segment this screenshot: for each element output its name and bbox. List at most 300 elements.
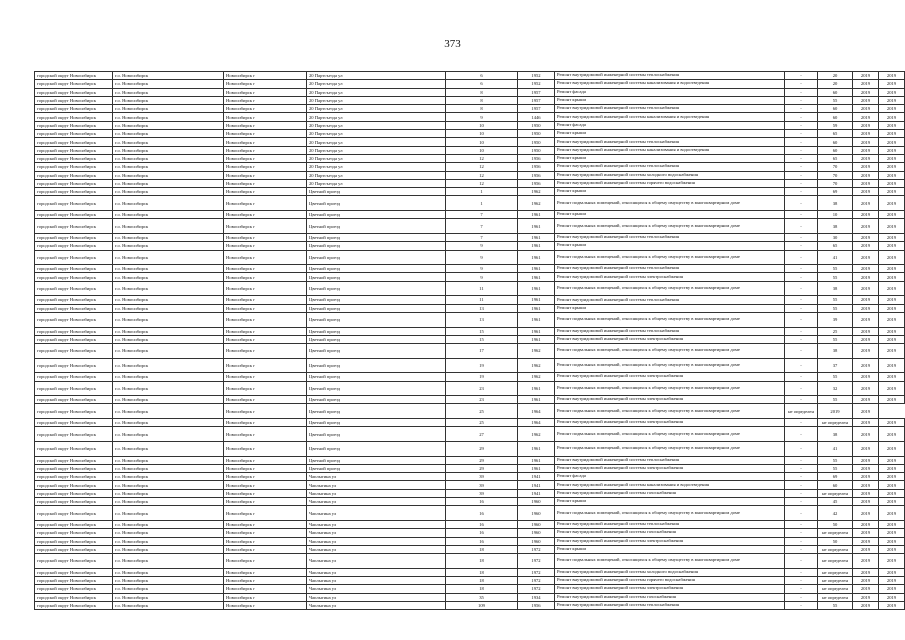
table-row [35, 498, 905, 506]
municipality-cell: городской округ Новосибирск [35, 554, 113, 569]
year-end-cell: 2019 [879, 113, 905, 121]
work-type-cell: Ремонт внутридомовой инженерной системы канализования и водоотведения [555, 146, 785, 154]
dash-cell: - [785, 419, 818, 427]
dash-cell: - [785, 138, 818, 146]
year-end-cell: 2019 [879, 358, 905, 373]
settlement-cell: г.о. Новосибирск [113, 72, 224, 80]
work-type-cell: Ремонт подвальных помещений, относящихся к общему имуществу в многоквартирном доме [555, 250, 785, 265]
year-start-cell: 2019 [853, 419, 879, 427]
year-end-cell: 2019 [879, 381, 905, 396]
build-year-cell: 1960 [518, 506, 555, 521]
city-cell: Новосибирск г [224, 464, 307, 472]
street-cell: Цветной проезд [307, 196, 446, 211]
value-cell: 59 [818, 121, 853, 129]
city-cell: Новосибирск г [224, 473, 307, 481]
work-type-cell: Ремонт внутридомовой инженерной системы электроснабжения [555, 464, 785, 472]
municipality-cell: городской округ Новосибирск [35, 211, 113, 219]
year-end-cell: 2019 [879, 96, 905, 104]
build-year-cell: 1961 [518, 304, 555, 312]
street-cell: 20 Партсъезда ул [307, 72, 446, 80]
street-cell: Цветной проезд [307, 188, 446, 196]
year-end-cell: 2019 [879, 344, 905, 359]
dash-cell: - [785, 304, 818, 312]
city-cell: Новосибирск г [224, 219, 307, 234]
year-start-cell: 2019 [853, 427, 879, 442]
settlement-cell: г.о. Новосибирск [113, 188, 224, 196]
build-year-cell: 1956 [518, 179, 555, 187]
street-cell: Чаплыгина ул [307, 593, 446, 601]
table-row [35, 265, 905, 273]
build-year-cell: 1964 [518, 419, 555, 427]
year-start-cell: 2019 [853, 481, 879, 489]
settlement-cell: г.о. Новосибирск [113, 265, 224, 273]
year-end-cell: 2019 [879, 577, 905, 585]
dash-cell: - [785, 171, 818, 179]
work-type-cell: Ремонт внутридомовой инженерной системы горячего водоснабжения [555, 179, 785, 187]
settlement-cell: г.о. Новосибирск [113, 373, 224, 381]
house-number-cell: 17 [446, 344, 518, 359]
value-cell: 60 [818, 88, 853, 96]
year-start-cell: 2019 [853, 344, 879, 359]
settlement-cell: г.о. Новосибирск [113, 179, 224, 187]
work-type-cell: Ремонт подвальных помещений, относящихся к общему имуществу в многоквартирном доме [555, 381, 785, 396]
dash-cell: - [785, 96, 818, 104]
house-number-cell: 39 [446, 473, 518, 481]
work-type-cell: Ремонт фасада [555, 88, 785, 96]
build-year-cell: 1956 [518, 163, 555, 171]
table-row [35, 196, 905, 211]
table-row [35, 473, 905, 481]
repair-schedule-table [34, 71, 905, 610]
table-row [35, 358, 905, 373]
municipality-cell: городской округ Новосибирск [35, 80, 113, 88]
table-row [35, 481, 905, 489]
build-year-cell: 1957 [518, 105, 555, 113]
street-cell: 20 Партсъезда ул [307, 88, 446, 96]
settlement-cell: г.о. Новосибирск [113, 537, 224, 545]
year-end-cell: 2019 [879, 441, 905, 456]
year-end-cell: 2019 [879, 335, 905, 343]
value-cell: 30 [818, 233, 853, 241]
year-end-cell: 2019 [879, 130, 905, 138]
dash-cell: - [785, 396, 818, 404]
street-cell: Цветной проезд [307, 441, 446, 456]
build-year-cell: 1972 [518, 554, 555, 569]
municipality-cell: городской округ Новосибирск [35, 171, 113, 179]
dash-cell: - [785, 154, 818, 162]
build-year-cell: 1961 [518, 242, 555, 250]
year-end-cell: 2019 [879, 537, 905, 545]
build-year-cell: 1957 [518, 96, 555, 104]
year-end-cell: 2019 [879, 304, 905, 312]
value-cell: 55 [818, 464, 853, 472]
table-row [35, 506, 905, 521]
work-type-cell: Ремонт крыши [555, 545, 785, 553]
work-type-cell: Ремонт внутридомовой инженерной системы электроснабжения [555, 373, 785, 381]
work-type-cell: Ремонт внутридомовой инженерной системы канализования и водоотведения [555, 80, 785, 88]
build-year-cell: 1961 [518, 456, 555, 464]
table-row [35, 211, 905, 219]
table-row [35, 441, 905, 456]
city-cell: Новосибирск г [224, 211, 307, 219]
year-start-cell: 2019 [853, 105, 879, 113]
house-number-cell: 18 [446, 577, 518, 585]
build-year-cell: 1961 [518, 211, 555, 219]
municipality-cell: городской округ Новосибирск [35, 545, 113, 553]
municipality-cell: городской округ Новосибирск [35, 96, 113, 104]
city-cell: Новосибирск г [224, 250, 307, 265]
table-row [35, 163, 905, 171]
municipality-cell: городской округ Новосибирск [35, 304, 113, 312]
city-cell: Новосибирск г [224, 545, 307, 553]
street-cell: Чаплыгина ул [307, 568, 446, 576]
settlement-cell: г.о. Новосибирск [113, 529, 224, 537]
year-end-cell: 2019 [879, 179, 905, 187]
city-cell: Новосибирск г [224, 265, 307, 273]
build-year-cell: 1961 [518, 335, 555, 343]
dash-cell: - [785, 265, 818, 273]
street-cell: Цветной проезд [307, 456, 446, 464]
year-start-cell: 2019 [853, 72, 879, 80]
dash-cell: - [785, 489, 818, 497]
build-year-cell: 1961 [518, 441, 555, 456]
city-cell: Новосибирск г [224, 304, 307, 312]
municipality-cell: городской округ Новосибирск [35, 456, 113, 464]
street-cell: Чаплыгина ул [307, 554, 446, 569]
value-cell: 38 [818, 219, 853, 234]
value-cell: 38 [818, 281, 853, 296]
build-year-cell: 1961 [518, 312, 555, 327]
work-type-cell: Ремонт внутридомовой инженерной системы электроснабжения [555, 419, 785, 427]
work-type-cell: Ремонт внутридомовой инженерной системы канализования и водоотведения [555, 481, 785, 489]
build-year-cell: 1962 [518, 427, 555, 442]
street-cell: Цветной проезд [307, 250, 446, 265]
dash-cell: - [785, 585, 818, 593]
city-cell: Новосибирск г [224, 281, 307, 296]
year-start-cell: 2019 [853, 163, 879, 171]
value-cell: 65 [818, 154, 853, 162]
municipality-cell: городской округ Новосибирск [35, 529, 113, 537]
value-cell: 55 [818, 335, 853, 343]
dash-cell: - [785, 529, 818, 537]
municipality-cell: городской округ Новосибирск [35, 327, 113, 335]
table-row [35, 593, 905, 601]
street-cell: Чаплыгина ул [307, 585, 446, 593]
street-cell: Цветной проезд [307, 242, 446, 250]
dash-cell: - [785, 250, 818, 265]
street-cell: Цветной проезд [307, 373, 446, 381]
street-cell: 20 Партсъезда ул [307, 113, 446, 121]
municipality-cell: городской округ Новосибирск [35, 179, 113, 187]
city-cell: Новосибирск г [224, 312, 307, 327]
year-end-cell: 2019 [879, 593, 905, 601]
value-cell: 39 [818, 312, 853, 327]
street-cell: Цветной проезд [307, 281, 446, 296]
dash-cell: - [785, 273, 818, 281]
dash-cell: - [785, 373, 818, 381]
dash-cell: - [785, 296, 818, 304]
dash-cell: - [785, 381, 818, 396]
year-start-cell: 2019 [853, 396, 879, 404]
year-end-cell: 2019 [879, 163, 905, 171]
city-cell: Новосибирск г [224, 96, 307, 104]
street-cell: 20 Партсъезда ул [307, 138, 446, 146]
city-cell: Новосибирск г [224, 196, 307, 211]
work-type-cell: Ремонт крыши [555, 211, 785, 219]
street-cell: Цветной проезд [307, 273, 446, 281]
year-start-cell: 2019 [853, 96, 879, 104]
municipality-cell: городской округ Новосибирск [35, 344, 113, 359]
street-cell: 20 Партсъезда ул [307, 105, 446, 113]
value-cell: не определен [818, 593, 853, 601]
build-year-cell: 1960 [518, 498, 555, 506]
work-type-cell: Ремонт внутридомовой инженерной системы электроснабжения [555, 585, 785, 593]
municipality-cell: городской округ Новосибирск [35, 585, 113, 593]
dash-cell: - [785, 498, 818, 506]
house-number-cell: 29 [446, 456, 518, 464]
municipality-cell: городской округ Новосибирск [35, 219, 113, 234]
table-row [35, 464, 905, 472]
settlement-cell: г.о. Новосибирск [113, 233, 224, 241]
work-type-cell: Ремонт подвальных помещений, относящихся к общему имуществу в многоквартирном доме [555, 219, 785, 234]
build-year-cell: 1961 [518, 396, 555, 404]
municipality-cell: городской округ Новосибирск [35, 312, 113, 327]
city-cell: Новосибирск г [224, 419, 307, 427]
year-end-cell: 2019 [879, 80, 905, 88]
table-row [35, 304, 905, 312]
settlement-cell: г.о. Новосибирск [113, 312, 224, 327]
build-year-cell: 1961 [518, 327, 555, 335]
street-cell: Цветной проезд [307, 381, 446, 396]
work-type-cell: Ремонт внутридомовой инженерной системы теплоснабжения [555, 72, 785, 80]
settlement-cell: г.о. Новосибирск [113, 211, 224, 219]
year-end-cell: 2019 [879, 419, 905, 427]
house-number-cell: 29 [446, 441, 518, 456]
build-year-cell: 1962 [518, 344, 555, 359]
municipality-cell: городской округ Новосибирск [35, 273, 113, 281]
dash-cell: - [785, 113, 818, 121]
dash-cell: - [785, 427, 818, 442]
municipality-cell: городской округ Новосибирск [35, 113, 113, 121]
city-cell: Новосибирск г [224, 520, 307, 528]
build-year-cell: 1960 [518, 520, 555, 528]
city-cell: Новосибирск г [224, 381, 307, 396]
house-number-cell: 6 [446, 80, 518, 88]
settlement-cell: г.о. Новосибирск [113, 304, 224, 312]
value-cell: не определен [818, 577, 853, 585]
build-year-cell: 1961 [518, 265, 555, 273]
house-number-cell: 16 [446, 506, 518, 521]
settlement-cell: г.о. Новосибирск [113, 88, 224, 96]
table-row [35, 344, 905, 359]
street-cell: Чаплыгина ул [307, 506, 446, 521]
municipality-cell: городской округ Новосибирск [35, 121, 113, 129]
work-type-cell: Ремонт внутридомовой инженерной системы холодного водоснабжения [555, 171, 785, 179]
value-cell: 69 [818, 188, 853, 196]
table-row [35, 121, 905, 129]
year-end-cell: 2019 [879, 88, 905, 96]
table-row [35, 520, 905, 528]
year-end-cell: 2019 [879, 520, 905, 528]
work-type-cell: Ремонт крыши [555, 130, 785, 138]
municipality-cell: городской округ Новосибирск [35, 154, 113, 162]
build-year-cell: 1956 [518, 154, 555, 162]
city-cell: Новосибирск г [224, 88, 307, 96]
year-start-cell: 2019 [853, 577, 879, 585]
city-cell: Новосибирск г [224, 498, 307, 506]
street-cell: Цветной проезд [307, 404, 446, 419]
table-row [35, 273, 905, 281]
street-cell: Чаплыгина ул [307, 498, 446, 506]
year-start-cell: 2019 [853, 327, 879, 335]
year-end-cell: 2019 [879, 188, 905, 196]
house-number-cell: 11 [446, 281, 518, 296]
value-cell: 55 [818, 304, 853, 312]
house-number-cell: 8 [446, 88, 518, 96]
table-row [35, 130, 905, 138]
year-start-cell: 2019 [853, 188, 879, 196]
work-type-cell: Ремонт внутридомовой инженерной системы газоснабжения [555, 489, 785, 497]
year-end-cell: 2019 [879, 265, 905, 273]
street-cell: Чаплыгина ул [307, 489, 446, 497]
city-cell: Новосибирск г [224, 456, 307, 464]
settlement-cell: г.о. Новосибирск [113, 344, 224, 359]
settlement-cell: г.о. Новосибирск [113, 327, 224, 335]
municipality-cell: городской округ Новосибирск [35, 381, 113, 396]
build-year-cell: 1964 [518, 404, 555, 419]
year-end-cell: 2019 [879, 211, 905, 219]
settlement-cell: г.о. Новосибирск [113, 281, 224, 296]
dash-cell: - [785, 312, 818, 327]
year-start-cell: 2019 [853, 520, 879, 528]
dash-cell: - [785, 358, 818, 373]
settlement-cell: г.о. Новосибирск [113, 273, 224, 281]
settlement-cell: г.о. Новосибирск [113, 105, 224, 113]
dash-cell: - [785, 568, 818, 576]
table-row [35, 171, 905, 179]
build-year-cell: 1972 [518, 585, 555, 593]
municipality-cell: городской округ Новосибирск [35, 358, 113, 373]
work-type-cell: Ремонт внутридомовой инженерной системы газоснабжения [555, 529, 785, 537]
year-end-cell: 2019 [879, 281, 905, 296]
build-year-cell: 1934 [518, 593, 555, 601]
settlement-cell: г.о. Новосибирск [113, 80, 224, 88]
house-number-cell: 7 [446, 211, 518, 219]
year-end-cell: 2019 [879, 481, 905, 489]
build-year-cell: 1952 [518, 72, 555, 80]
house-number-cell: 39 [446, 489, 518, 497]
year-end-cell: 2019 [879, 529, 905, 537]
house-number-cell: 19 [446, 358, 518, 373]
value-cell: 38 [818, 344, 853, 359]
municipality-cell: городской округ Новосибирск [35, 464, 113, 472]
settlement-cell: г.о. Новосибирск [113, 396, 224, 404]
year-end-cell: 2019 [879, 585, 905, 593]
build-year-cell: 1961 [518, 281, 555, 296]
city-cell: Новосибирск г [224, 80, 307, 88]
house-number-cell: 7 [446, 219, 518, 234]
house-number-cell: 18 [446, 545, 518, 553]
dash-cell: - [785, 281, 818, 296]
house-number-cell: 11 [446, 296, 518, 304]
city-cell: Новосибирск г [224, 163, 307, 171]
settlement-cell: г.о. Новосибирск [113, 593, 224, 601]
settlement-cell: г.о. Новосибирск [113, 577, 224, 585]
year-end-cell: 2019 [879, 273, 905, 281]
year-start-cell: 2019 [853, 113, 879, 121]
street-cell: Чаплыгина ул [307, 529, 446, 537]
house-number-cell: 15 [446, 327, 518, 335]
work-type-cell: Ремонт подвальных помещений, относящихся к общему имуществу в многоквартирном доме [555, 358, 785, 373]
table-row [35, 381, 905, 396]
table-row [35, 146, 905, 154]
year-end-cell: 2019 [879, 327, 905, 335]
year-end-cell: 2019 [879, 233, 905, 241]
year-start-cell: 2019 [853, 80, 879, 88]
dash-cell: - [785, 130, 818, 138]
year-end-cell: 2019 [879, 568, 905, 576]
house-number-cell: 109 [446, 601, 518, 609]
settlement-cell: г.о. Новосибирск [113, 96, 224, 104]
year-start-cell: 2019 [853, 273, 879, 281]
build-year-cell: 1960 [518, 529, 555, 537]
table-row [35, 80, 905, 88]
table-row [35, 396, 905, 404]
municipality-cell: городской округ Новосибирск [35, 373, 113, 381]
table-row [35, 154, 905, 162]
work-type-cell: Ремонт подвальных помещений, относящихся к общему имуществу в многоквартирном доме [555, 441, 785, 456]
value-cell: не определен [818, 554, 853, 569]
year-start-cell: 2019 [853, 373, 879, 381]
build-year-cell: 1446 [518, 113, 555, 121]
value-cell: 60 [818, 138, 853, 146]
table-row [35, 568, 905, 576]
municipality-cell: городской округ Новосибирск [35, 577, 113, 585]
table-row [35, 113, 905, 121]
work-type-cell: Ремонт подвальных помещений, относящихся к общему имуществу в многоквартирном доме [555, 281, 785, 296]
house-number-cell: 35 [446, 593, 518, 601]
settlement-cell: г.о. Новосибирск [113, 481, 224, 489]
value-cell: 60 [818, 481, 853, 489]
value-cell: 65 [818, 130, 853, 138]
street-cell: 20 Партсъезда ул [307, 163, 446, 171]
work-type-cell: Ремонт внутридомовой инженерной системы холодного водоснабжения [555, 568, 785, 576]
street-cell: Цветной проезд [307, 312, 446, 327]
year-start-cell: 2019 [853, 196, 879, 211]
value-cell: 69 [818, 473, 853, 481]
work-type-cell: Ремонт внутридомовой инженерной системы теплоснабжения [555, 327, 785, 335]
value-cell: не определен [818, 419, 853, 427]
table-row [35, 601, 905, 609]
work-type-cell: Ремонт внутридомовой инженерной системы теплоснабжения [555, 520, 785, 528]
dash-cell: - [785, 601, 818, 609]
year-start-cell: 2019 [853, 154, 879, 162]
value-cell: 65 [818, 242, 853, 250]
city-cell: Новосибирск г [224, 601, 307, 609]
work-type-cell: Ремонт внутридомовой инженерной системы теплоснабжения [555, 601, 785, 609]
house-number-cell: 39 [446, 481, 518, 489]
value-cell: 50 [818, 537, 853, 545]
settlement-cell: г.о. Новосибирск [113, 419, 224, 427]
city-cell: Новосибирск г [224, 441, 307, 456]
year-end-cell: 2019 [879, 396, 905, 404]
value-cell: 55 [818, 96, 853, 104]
dash-cell: - [785, 121, 818, 129]
city-cell: Новосибирск г [224, 179, 307, 187]
year-start-cell: 2019 [853, 121, 879, 129]
settlement-cell: г.о. Новосибирск [113, 196, 224, 211]
municipality-cell: городской округ Новосибирск [35, 188, 113, 196]
